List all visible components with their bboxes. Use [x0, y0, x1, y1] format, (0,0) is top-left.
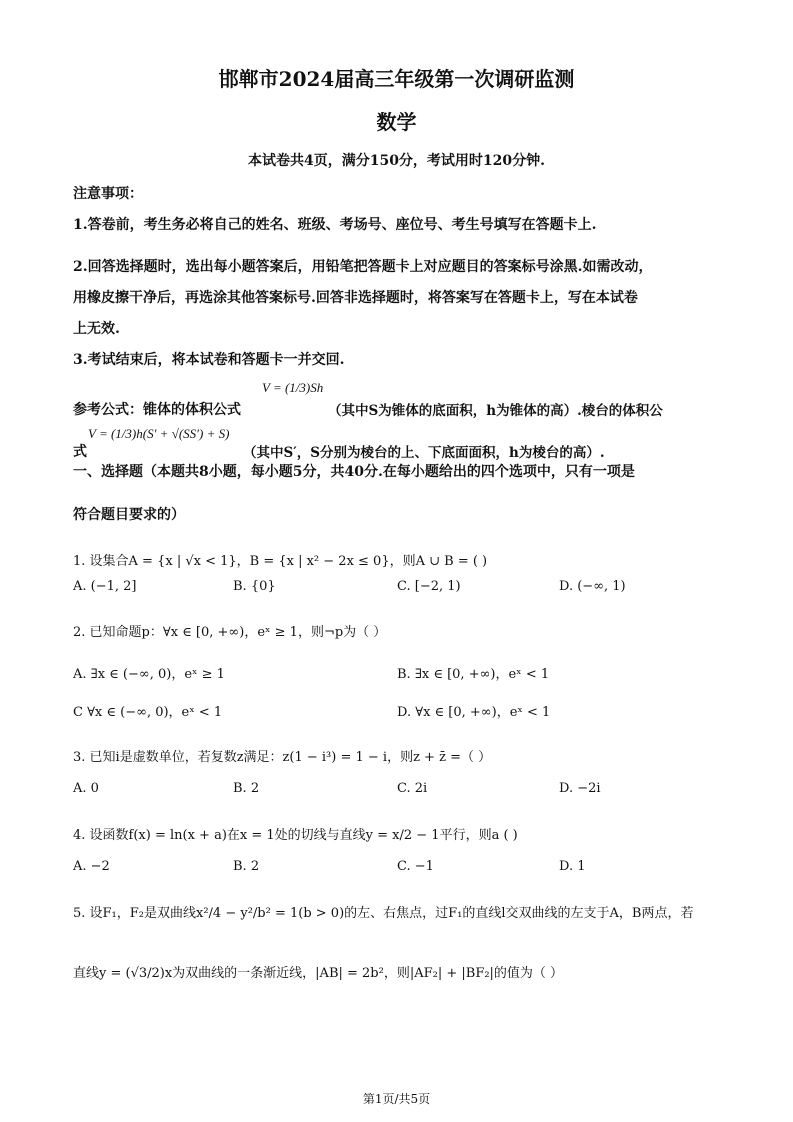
question-2-option-c: C ∀x ∈ (−∞, 0)，eˣ < 1: [73, 705, 223, 720]
question-4-option-a: A. −2: [73, 859, 110, 874]
note-item-2-line-1: 2.回答选择题时，选出每小题答案后，用铅笔把答题卡上对应题目的答案标号涂黑.如需改动，: [73, 259, 653, 275]
question-4-option-b: B. 2: [233, 859, 260, 874]
question-1-option-b: B. {0}: [233, 579, 276, 594]
question-4-stem: 4. 设函数f(x) = ln(x + a)在x = 1处的切线与直线y = x/2 − 1平行，则a ( ): [73, 828, 518, 843]
formula-line-2-suffix: （其中S′，S分别为棱台的上、下底面面积，h为棱台的高）.: [243, 445, 605, 461]
question-2-option-d: D. ∀x ∈ [0, +∞)，eˣ < 1: [397, 705, 551, 720]
question-3-option-a: A. 0: [73, 781, 99, 796]
question-4-option-d: D. 1: [559, 859, 586, 874]
notes-heading: 注意事项：: [73, 186, 143, 202]
page-number: 第1页/共5页: [362, 1092, 431, 1106]
question-1-stem: 1. 设集合A = {x | √x < 1}，B = {x | x² − 2x ≤ 0}，则A ∪ B = ( ): [73, 554, 488, 569]
note-item-2-line-3: 上无效.: [73, 321, 120, 337]
exam-info: 本试卷共4页，满分150分，考试用时120分钟.: [247, 153, 546, 169]
exam-title: 邯郸市2024届高三年级第一次调研监测: [218, 67, 575, 91]
question-3-stem: 3. 已知i是虚数单位，若复数z满足：z(1 − i³) = 1 − i，则z + z̄ =（ ）: [73, 750, 492, 765]
formula-line-1-mid: （其中S为锥体的底面积，h为锥体的高）.棱台的体积公: [328, 403, 663, 419]
question-1-option-d: D. (−∞, 1): [559, 579, 626, 594]
question-2-option-b: B. ∃x ∈ [0, +∞)，eˣ < 1: [397, 667, 550, 682]
note-item-3: 3.考试结束后，将本试卷和答题卡一并交回.: [73, 352, 345, 368]
cone-volume-formula: [262, 380, 323, 396]
frustum-volume-formula: [88, 426, 229, 442]
question-5-stem-line-1: 5. 设F₁，F₂是双曲线x²/4 − y²/b² = 1(b > 0)的左、右焦点，过F₁的直线l交双曲线的左支于A，B两点，若: [73, 906, 694, 921]
subject-title: 数学: [376, 110, 417, 134]
note-item-2-line-2: 用橡皮擦干净后，再选涂其他答案标号.回答非选择题时，将答案写在答题卡上，写在本试卷: [73, 290, 638, 306]
question-1-option-c: C. [−2, 1): [397, 579, 461, 594]
question-3-option-c: C. 2i: [397, 781, 428, 796]
question-3-option-d: D. −2i: [559, 781, 601, 796]
question-1-option-a: A. (−1, 2]: [73, 579, 137, 594]
cone-volume-formula-text: V = (1/3)Sh: [262, 380, 324, 395]
question-2-stem: 2. 已知命题p：∀x ∈ [0, +∞)，eˣ ≥ 1，则¬p为（ ）: [73, 625, 387, 640]
note-item-1: 1.答卷前，考生务必将自己的姓名、班级、考场号、座位号、考生号填写在答题卡上.: [73, 217, 597, 233]
frustum-volume-formula-text: V = (1/3)h(S′ + √(SS′) + S): [88, 426, 230, 441]
question-4-option-c: C. −1: [397, 859, 434, 874]
question-2-option-a: A. ∃x ∈ (−∞, 0)，eˣ ≥ 1: [73, 667, 225, 682]
formula-line-2-prefix: 式: [73, 444, 87, 460]
formula-line-1-prefix: 参考公式：锥体的体积公式: [73, 402, 241, 418]
question-5-stem-line-2: 直线y = (√3/2)x为双曲线的一条渐近线，|AB| = 2b²，则|AF₂| + |BF₂|的值为（ ）: [73, 966, 564, 981]
question-3-option-b: B. 2: [233, 781, 260, 796]
section-1-heading-line-1: 一、选择题（本题共8小题，每小题5分，共40分.在每小题给出的四个选项中，只有一项是: [73, 464, 635, 480]
section-1-heading-line-2: 符合题目要求的）: [73, 507, 185, 523]
